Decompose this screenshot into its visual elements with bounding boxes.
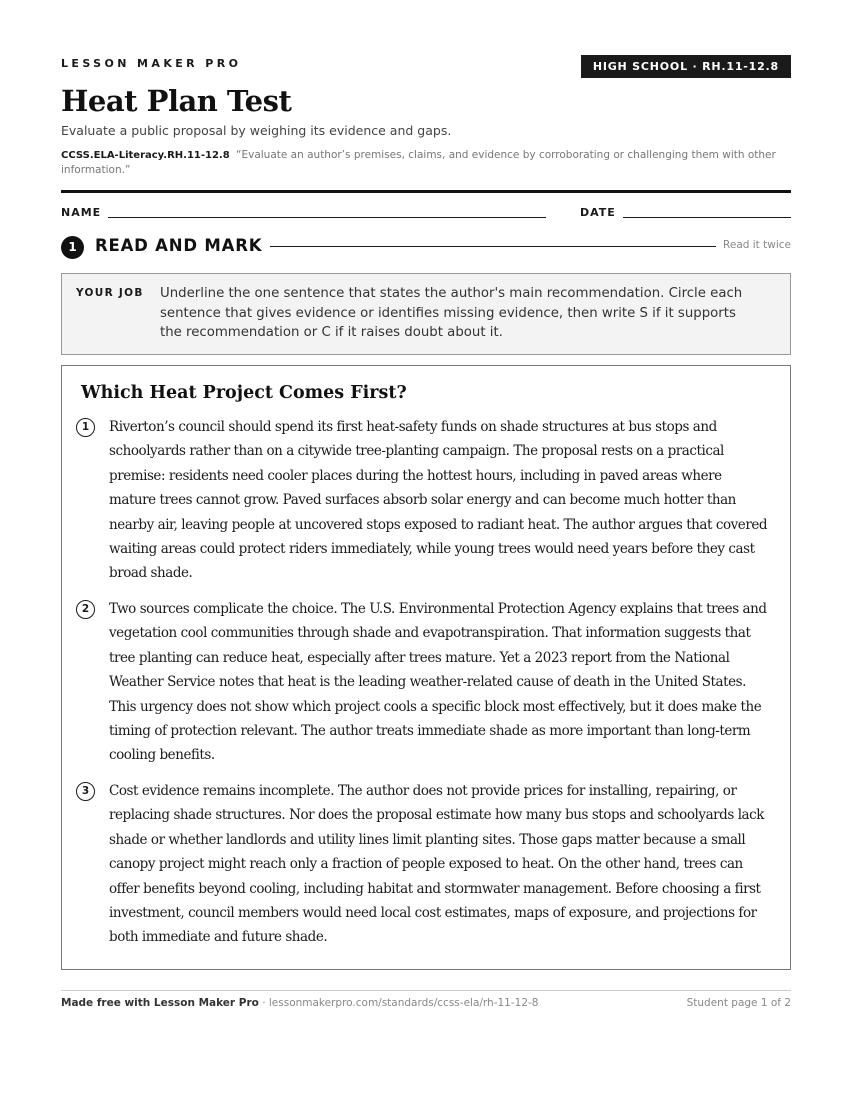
section-number-badge: 1: [61, 236, 84, 259]
paragraph-text: Cost evidence remains incomplete. The author does not provide prices for installing, repairing, or replacing shade structures. Nor does the proposal estimate how many bus stops and schoolyards lack shade or whether landlords and utility lines limit planting sites. Those gaps matter because a small canopy project might reach only a fraction of people exposed to heat. On the other hand, trees can offer benefits beyond cooling, including habitat and stormwater management. Before choosing a first investment, council members would need local cost estimates, maps of exposure, and projections for both immediate and future shade.: [109, 783, 764, 946]
section-note: Read it twice: [723, 239, 791, 251]
standard-quote: “Evaluate an author’s premises, claims, and evidence by corroborating or challenging them with other information.”: [61, 149, 776, 176]
name-field[interactable]: [108, 217, 546, 218]
footer-divider: [61, 990, 791, 991]
instructions-text: Underline the one sentence that states the author's main recommendation. Circle each sentence that gives evidence or identifies missing evidence, then write S if it supports the recommendation or C if it raises doubt about it.: [160, 286, 743, 340]
instructions-label: YOUR JOB: [76, 287, 144, 299]
paragraph-text: Two sources complicate the choice. The U.S. Environmental Protection Agency explains that trees and vegetation cool communities through shade and evapotranspiration. That information suggests that tree planting can reduce heat, especially after trees mature. Yet a 2023 report from the National Weather Service notes that heat is the leading weather-related cause of death in the United States. This urgency does not show which project cools a specific block most effectively, but it does make the timing of protection relevant. The author treats immediate shade as more important than long-term cooling benefits.: [109, 601, 767, 764]
reading-passage: [61, 365, 791, 970]
paragraph-number: 3: [76, 782, 95, 801]
header-divider: [61, 190, 791, 193]
standard-code: CCSS.ELA-Literacy.RH.11-12.8: [61, 150, 230, 161]
brand-name: LESSON MAKER PRO: [61, 57, 242, 70]
grade-badge: HIGH SCHOOL · RH.11-12.8: [581, 55, 791, 78]
paragraph-text: Riverton’s council should spend its first heat-safety funds on shade structures at bus stops and schoolyards rather than on a citywide tree-planting campaign. The proposal rests on a practical premise: residents need cooler places during the hottest hours, including in paved areas where mature trees cannot grow. Paved surfaces absorb solar energy and can become much hotter than nearby air, leaving people at uncovered stops exposed to radiant heat. The author argues that covered waiting areas could protect riders immediately, while young trees would need years before they cast broad shade.: [109, 419, 768, 582]
section-title: READ AND MARK: [95, 236, 263, 255]
instructions-box: [61, 273, 791, 355]
footer-url[interactable]: · lessonmakerpro.com/standards/ccss-ela/rh-11-12-8: [258, 997, 539, 1009]
paragraph-number: 2: [76, 600, 95, 619]
standard-reference: [61, 148, 791, 178]
date-label: DATE: [580, 206, 616, 219]
passage-title: Which Heat Project Comes First?: [81, 383, 407, 403]
name-label: NAME: [61, 206, 102, 219]
section-divider: [270, 246, 716, 247]
footer-page-info: Student page 1 of 2: [686, 997, 791, 1009]
page-subtitle: Evaluate a public proposal by weighing its evidence and gaps.: [61, 123, 452, 138]
footer-credit: [61, 997, 538, 1009]
paragraph-number: 1: [76, 418, 95, 437]
page-title: Heat Plan Test: [61, 84, 292, 118]
date-field[interactable]: [623, 217, 791, 218]
footer-made-with: Made free with Lesson Maker Pro: [61, 997, 259, 1009]
worksheet-page: [61, 0, 791, 1100]
